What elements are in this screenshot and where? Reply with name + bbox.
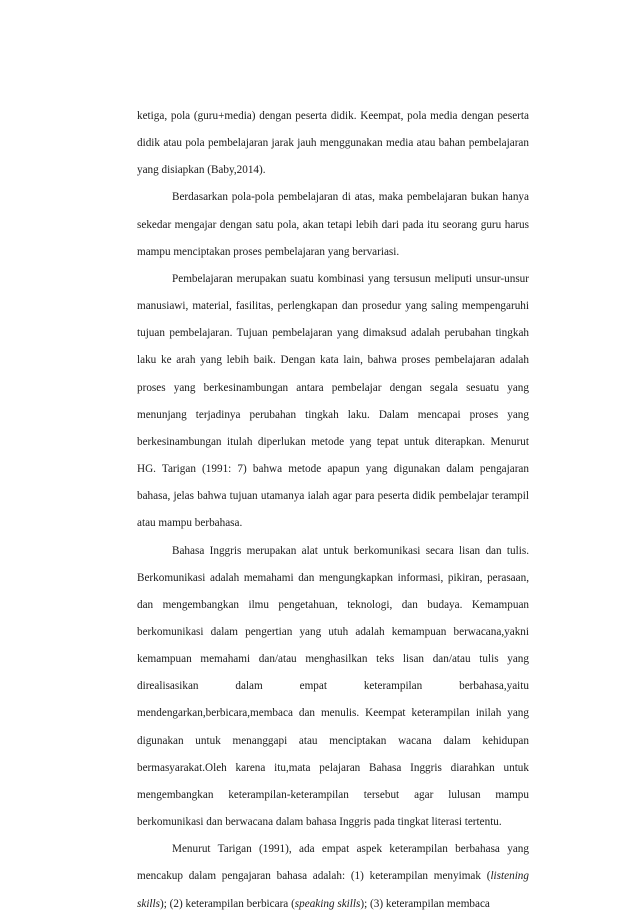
italic-term: listening skills xyxy=(137,870,529,910)
paragraph xyxy=(137,538,529,837)
paragraph-text: ketiga, pola (guru+media) dengan peserta didik. Keempat, pola media dengan peserta didik atau pola pembelajaran jarak jauh menggunakan media atau bahan pembelajaran yang disiapkan (Baby,2014). xyxy=(137,110,529,177)
paragraph-text: Bahasa Inggris merupakan alat untuk berkomunikasi secara lisan dan tulis. Berkomunikasi adalah memahami dan mengungkapkan informasi, pikiran, perasaan, dan mengembangkan ilmu pengetahuan, teknologi, dan budaya. Kemampuan berkomunikasi dalam pengertian yang utuh adalah kemampuan berwacana,yakni kemampuan memahami dan/atau menghasilkan teks lisan dan/atau tulis yang direalisasikan dalam empat keterampilan berbahasa,yaitu mendengarkan,berbicara,membaca dan menulis. Keempat keterampilan inilah yang digunakan untuk menanggapi atau menciptakan wacana dalam kehidupan bermasyarakat.Oleh karena itu,mata pelajaran Bahasa Inggris diarahkan untuk mengembangkan keterampilan-keterampilan tersebut agar lulusan mampu berkomunikasi dan berwacana dalam bahasa Inggris pada tingkat literasi tertentu. xyxy=(137,544,529,829)
paragraph-text: ); (3) keterampilan membaca xyxy=(360,897,490,910)
body-text xyxy=(137,103,529,918)
paragraph xyxy=(137,184,529,265)
italic-term: speaking skills xyxy=(294,897,361,910)
paragraph-text: Berdasarkan pola-pola pembelajaran di atas, maka pembelajaran bukan hanya sekedar mengajar dengan satu pola, akan tetapi lebih dari pada itu seorang guru harus mampu menciptakan proses pembelajaran yang bervariasi. xyxy=(137,191,529,258)
paragraph xyxy=(137,103,529,184)
paragraph-text: Pembelajaran merupakan suatu kombinasi yang tersusun meliputi unsur-unsur manusiawi, material, fasilitas, perlengkapan dan prosedur yang saling mempengaruhi tujuan pembelajaran. Tujuan pembelajaran yang dimaksud adalah perubahan tingkah laku ke arah yang lebih baik. Dengan kata lain, bahwa proses pembelajaran adalah proses yang berkesinambungan antara pembelajar dengan segala sesuatu yang menunjang terjadinya perubahan tingkah laku. Dalam mencapai proses yang berkesinambungan itulah diperlukan metode yang tepat untuk diterapkan. Menurut HG. Tarigan (1991: 7) bahwa metode apapun yang digunakan dalam pengajaran bahasa, jelas bahwa tujuan utamanya ialah agar para peserta didik pembelajar terampil atau mampu berbahasa. xyxy=(137,272,529,530)
paragraph-text: Menurut Tarigan (1991), ada empat aspek keterampilan berbahasa yang mencakup dalam pengajaran bahasa adalah: (1) keterampilan menyimak ( xyxy=(137,843,529,883)
paragraph xyxy=(137,266,529,538)
paragraph-text: ); (2) keterampilan berbicara ( xyxy=(160,897,295,910)
paragraph xyxy=(137,836,529,917)
